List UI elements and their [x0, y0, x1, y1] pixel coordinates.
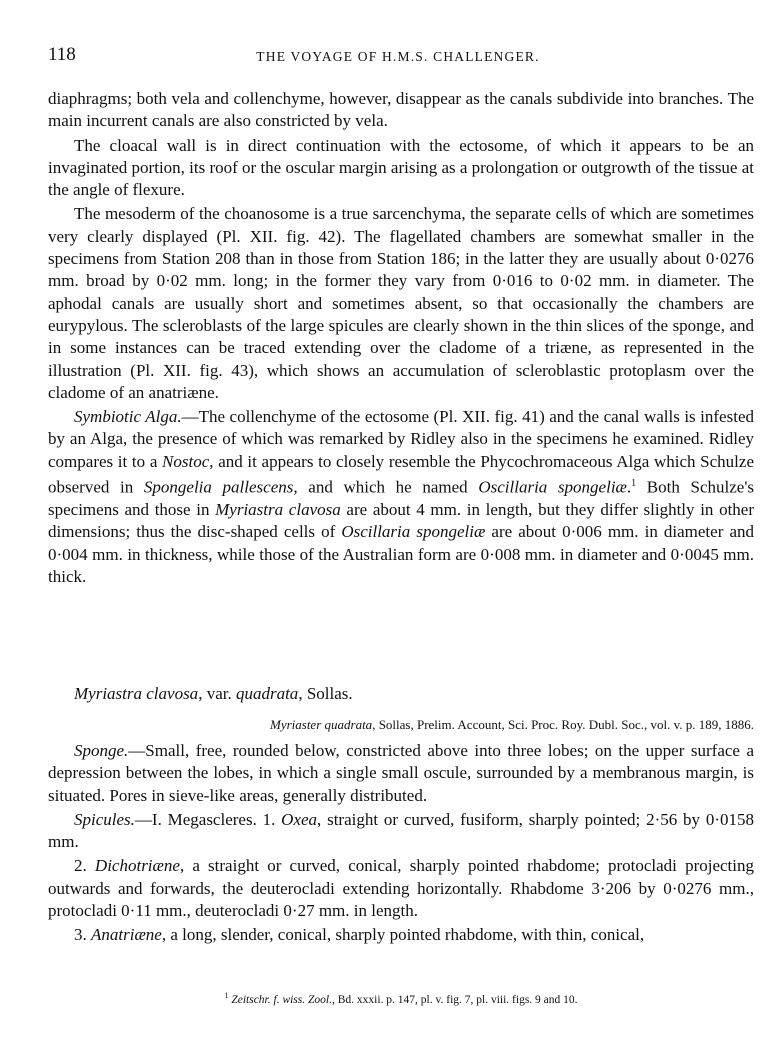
paragraph-symbiotic-alga: Symbiotic Alga.—The collenchyme of the ectosome (Pl. XII. fig. 41) and the canal walls is infested by an Alga, the presence of which was remarked by Ridley also in the specimens he examined. Ridley compares it to a Nostoc, and it appears to closely resemble the Phycochromaceous Alga which Schulze observed in Spongelia pallescens, and which he named Oscillaria spongeliæ.$^1$ Both Schulze's specimens and those in Myriastra clavosa are about 4 mm. in length, but they differ slightly in other dimensions; thus the disc-shaped cells of Oscillaria spongeliæ are about 0·006 mm. in diameter and 0·004 mm. in thickness, while those of the Australian form are 0·008 mm. in diameter and 0·0045 mm. thick. [48, 407, 755, 586]
species-reference: Myriaster quadrata, Sollas, Prelim. Account, Sci. Proc. Roy. Dubl. Soc., vol. v. p. 189, 1886. [269, 717, 754, 732]
paragraph-sponge: Sponge.—Small, free, rounded below, constricted above into three lobes; on the upper surface a depression between the lobes, in which a single small oscule, surrounded by a membranous margin, is situated. Pores in sieve-like areas, generally distributed. [48, 741, 754, 805]
page-number: 118 [48, 44, 76, 65]
paragraph-dichotriaene: 2. Dichotriæne, a straight or curved, conical, sharply pointed rhabdome; protocladi projecting outwards and forwards, the deuterocladi extending horizontally. Rhabdome 3·206 by 0·0276 mm., protocladi 0·11 mm., deuterocladi 0·27 mm. in length. [48, 856, 754, 921]
footnote: $^1$ Zeitschr. f. wiss. Zool., Bd. xxxii. p. 147, pl. v. fig. 7, pl. viii. figs. 9 and 10. [224, 991, 578, 1006]
page-header [48, 44, 748, 70]
species-heading: Myriastra clavosa, var. quadrata, Sollas. [74, 684, 353, 703]
footnote-ref: 1 [631, 478, 637, 490]
body-text-bottom [48, 740, 754, 947]
symbiotic-alga-heading: Symbiotic Alga. [74, 407, 182, 427]
paragraph-anatriaene: 3. Anatriæne, a long, slender, conical, sharply pointed rhabdome, with thin, conical, [74, 925, 645, 945]
paragraph-diaphragms: diaphragms; both vela and collenchyme, however, disappear as the canals subdivide into branches. The main incurrent canals are also constricted by vela. [48, 89, 754, 131]
body-text-top [48, 88, 754, 588]
paragraph-cloacal-wall: The cloacal wall is in direct continuation with the ectosome, of which it appears to be an invaginated portion, its roof or the oscular margin arising as a prolongation or outgrowth of the tissue at the angle of flexure. [48, 135, 754, 200]
running-title: THE VOYAGE OF H.M.S. CHALLENGER. [256, 49, 540, 64]
paragraph-mesoderm: The mesoderm of the choanosome is a true sarcenchyma, the separate cells of which are sometimes very clearly displayed (Pl. XII. fig. 42). The flagellated chambers are somewhat smaller in the specimens from Station 208 than in those from Station 186; in the latter they are usually about 0·0276 mm. broad by 0·02 mm. long; in the former they vary from 0·016 to 0·02 mm. in diameter. The aphodal canals are usually short and sometimes absent, so that occasionally the chambers are eurypylous. The scleroblasts of the large spicules are clearly shown in the thin slices of the sponge, and in some instances can be traced extending over the cladome of a triæne, as represented in the illustration (Pl. XII. fig. 43), which shows an accumulation of scleroblastic protoplasm over the cladome of an anatriæne. [48, 204, 754, 402]
paragraph-spicules: Spicules.—I. Megascleres. 1. Oxea, straight or curved, fusiform, sharply pointed; 2·56 by 0·0158 mm. [48, 809, 754, 852]
